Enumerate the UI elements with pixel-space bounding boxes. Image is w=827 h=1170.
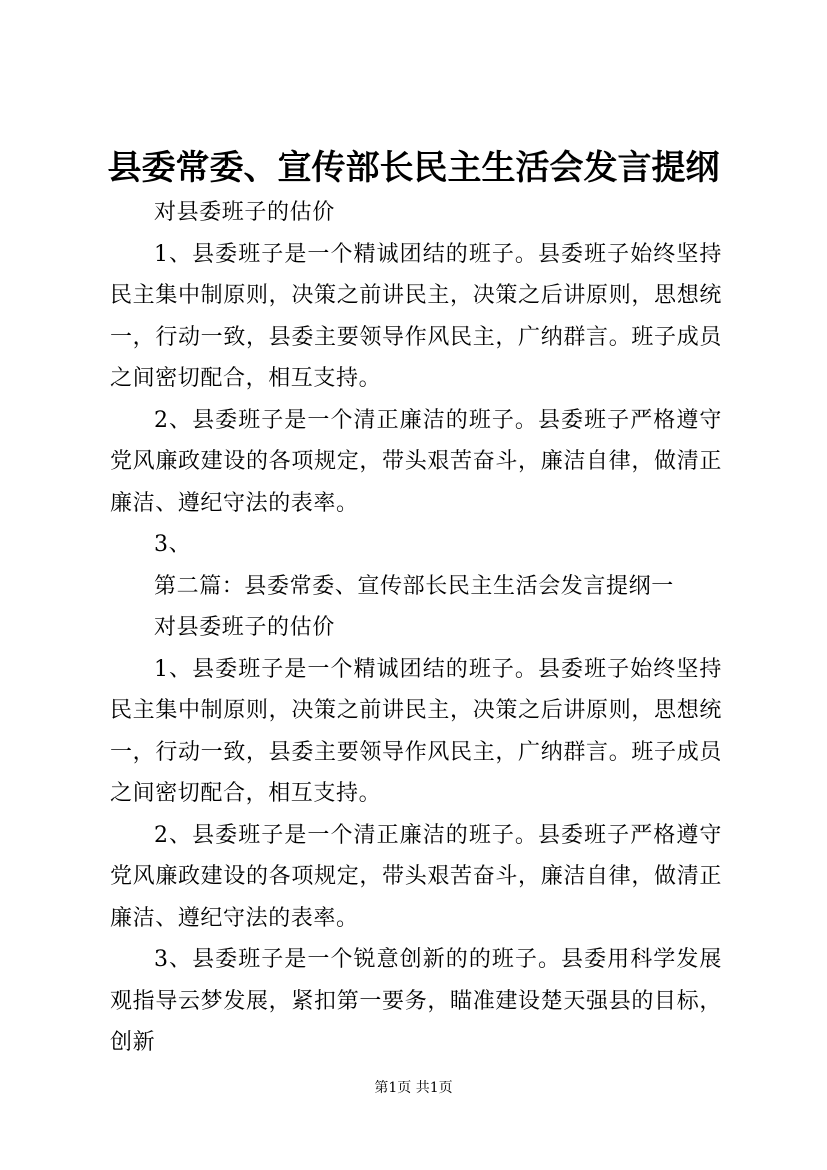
paragraph-point-3: 3、县委班子是一个锐意创新的的班子。县委用科学发展观指导云梦发展，紧扣第一要务，瞄准建设楚天强县的目标，创新 xyxy=(110,947,722,1055)
page-number-footer: 第1页 共1页 xyxy=(374,1080,453,1096)
document-title: 县委常委、宣传部长民主生活会发言提纲 xyxy=(107,148,720,188)
paragraph-point-3-stub: 3、 xyxy=(154,532,192,557)
paragraph-heading-evaluation: 对县委班子的估价 xyxy=(154,200,335,225)
paragraph-point-1: 1、县委班子是一个精诚团结的班子。县委班子始终坚持民主集中制原则，决策之前讲民主，决策之后讲原则，思想统一，行动一致，县委主要领导作风民主，广纳群言。班子成员之间密切配合，相互支持。 xyxy=(110,241,722,391)
document-body xyxy=(110,192,722,1064)
paragraph-heading-evaluation-2: 对县委班子的估价 xyxy=(154,615,335,640)
paragraph-point-2-repeat: 2、县委班子是一个清正廉洁的班子。县委班子严格遵守党风廉政建设的各项规定，带头艰苦奋斗，廉洁自律，做清正廉洁、遵纪守法的表率。 xyxy=(110,822,722,931)
paragraph-point-2: 2、县委班子是一个清正廉洁的班子。县委班子严格遵守党风廉政建设的各项规定，带头艰苦奋斗，廉洁自律，做清正廉洁、遵纪守法的表率。 xyxy=(110,407,722,516)
paragraph-second-part-heading: 第二篇：县委常委、宣传部长民主生活会发言提纲一 xyxy=(154,573,674,599)
paragraph-point-1-repeat: 1、县委班子是一个精诚团结的班子。县委班子始终坚持民主集中制原则，决策之前讲民主，决策之后讲原则，思想统一，行动一致，县委主要领导作风民主，广纳群言。班子成员之间密切配合，相互支持。 xyxy=(110,656,722,806)
